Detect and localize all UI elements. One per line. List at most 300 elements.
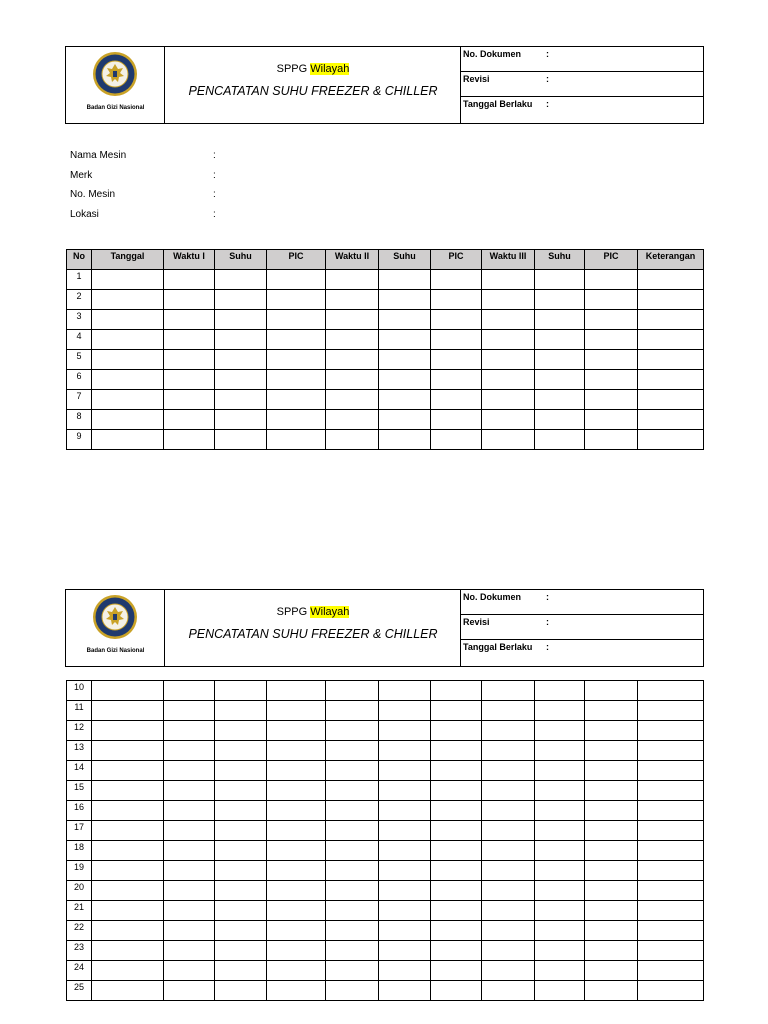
cell-pic-1[interactable] — [267, 761, 326, 781]
cell-pic-1[interactable] — [267, 861, 326, 881]
cell-suhu-1[interactable] — [215, 741, 267, 761]
cell-suhu-3[interactable] — [535, 881, 585, 901]
cell-waktu-1[interactable] — [164, 681, 215, 701]
cell-suhu-1[interactable] — [215, 310, 267, 330]
cell-suhu-3[interactable] — [535, 861, 585, 881]
cell-suhu-2[interactable] — [379, 921, 431, 941]
cell-waktu-1[interactable] — [164, 741, 215, 761]
cell-pic-1[interactable] — [267, 681, 326, 701]
cell-pic-2[interactable] — [431, 921, 482, 941]
cell-pic-1[interactable] — [267, 290, 326, 310]
cell-waktu-1[interactable] — [164, 701, 215, 721]
cell-waktu-1[interactable] — [164, 410, 215, 430]
table-row — [67, 701, 704, 721]
cell-waktu-2[interactable] — [326, 701, 379, 721]
cell-suhu-2[interactable] — [379, 290, 431, 310]
cell-waktu-3[interactable] — [482, 961, 535, 981]
cell-pic-3[interactable] — [585, 290, 638, 310]
cell-pic-2[interactable] — [431, 781, 482, 801]
cell-tanggal[interactable] — [92, 681, 164, 701]
cell-suhu-1[interactable] — [215, 901, 267, 921]
cell-pic-3[interactable] — [585, 350, 638, 370]
cell-tanggal[interactable] — [92, 901, 164, 921]
cell-waktu-2[interactable] — [326, 961, 379, 981]
cell-pic-1[interactable] — [267, 390, 326, 410]
cell-pic-3[interactable] — [585, 881, 638, 901]
cell-pic-2[interactable] — [431, 961, 482, 981]
cell-waktu-3[interactable] — [482, 841, 535, 861]
cell-suhu-2[interactable] — [379, 681, 431, 701]
cell-waktu-2[interactable] — [326, 741, 379, 761]
cell-keterangan[interactable] — [638, 290, 704, 310]
cell-pic-1[interactable] — [267, 370, 326, 390]
cell-waktu-1[interactable] — [164, 350, 215, 370]
cell-suhu-2[interactable] — [379, 821, 431, 841]
cell-pic-2[interactable] — [431, 801, 482, 821]
cell-suhu-2[interactable] — [379, 370, 431, 390]
cell-waktu-1[interactable] — [164, 370, 215, 390]
cell-waktu-1[interactable] — [164, 390, 215, 410]
cell-waktu-2[interactable] — [326, 841, 379, 861]
cell-pic-2[interactable] — [431, 330, 482, 350]
cell-waktu-3[interactable] — [482, 881, 535, 901]
cell-waktu-3[interactable] — [482, 310, 535, 330]
cell-waktu-2[interactable] — [326, 941, 379, 961]
cell-waktu-1[interactable] — [164, 801, 215, 821]
cell-pic-2[interactable] — [431, 390, 482, 410]
cell-pic-3[interactable] — [585, 270, 638, 290]
cell-keterangan[interactable] — [638, 821, 704, 841]
meta-row-tanggal-berlaku — [461, 640, 703, 665]
cell-waktu-1[interactable] — [164, 881, 215, 901]
cell-tanggal[interactable] — [92, 270, 164, 290]
cell-pic-1[interactable] — [267, 350, 326, 370]
cell-suhu-1[interactable] — [215, 370, 267, 390]
table-row — [67, 310, 704, 330]
meta-label: No. Dokumen — [463, 49, 522, 59]
cell-waktu-2[interactable] — [326, 270, 379, 290]
cell-keterangan[interactable] — [638, 370, 704, 390]
cell-suhu-2[interactable] — [379, 761, 431, 781]
cell-keterangan[interactable] — [638, 350, 704, 370]
cell-pic-3[interactable] — [585, 370, 638, 390]
cell-waktu-1[interactable] — [164, 290, 215, 310]
cell-keterangan[interactable] — [638, 741, 704, 761]
cell-pic-2[interactable] — [431, 701, 482, 721]
cell-suhu-3[interactable] — [535, 761, 585, 781]
cell-pic-2[interactable] — [431, 761, 482, 781]
cell-waktu-3[interactable] — [482, 701, 535, 721]
cell-suhu-3[interactable] — [535, 721, 585, 741]
cell-pic-2[interactable] — [431, 721, 482, 741]
cell-waktu-1[interactable] — [164, 781, 215, 801]
cell-pic-1[interactable] — [267, 921, 326, 941]
cell-waktu-2[interactable] — [326, 390, 379, 410]
row-number: 1 — [67, 270, 92, 290]
cell-keterangan[interactable] — [638, 881, 704, 901]
cell-waktu-1[interactable] — [164, 270, 215, 290]
cell-pic-1[interactable] — [267, 741, 326, 761]
cell-waktu-1[interactable] — [164, 330, 215, 350]
cell-suhu-3[interactable] — [535, 781, 585, 801]
cell-suhu-3[interactable] — [535, 410, 585, 430]
meta-colon: : — [546, 642, 549, 652]
cell-suhu-2[interactable] — [379, 841, 431, 861]
cell-suhu-2[interactable] — [379, 881, 431, 901]
cell-keterangan[interactable] — [638, 801, 704, 821]
cell-waktu-2[interactable] — [326, 350, 379, 370]
cell-suhu-1[interactable] — [215, 981, 267, 1001]
cell-suhu-3[interactable] — [535, 430, 585, 450]
cell-suhu-2[interactable] — [379, 701, 431, 721]
cell-pic-3[interactable] — [585, 921, 638, 941]
cell-pic-1[interactable] — [267, 781, 326, 801]
cell-suhu-1[interactable] — [215, 270, 267, 290]
cell-pic-3[interactable] — [585, 410, 638, 430]
cell-suhu-3[interactable] — [535, 310, 585, 330]
cell-waktu-3[interactable] — [482, 801, 535, 821]
cell-waktu-2[interactable] — [326, 761, 379, 781]
cell-waktu-1[interactable] — [164, 761, 215, 781]
cell-tanggal[interactable] — [92, 410, 164, 430]
cell-tanggal[interactable] — [92, 981, 164, 1001]
cell-suhu-2[interactable] — [379, 390, 431, 410]
cell-waktu-2[interactable] — [326, 290, 379, 310]
cell-suhu-1[interactable] — [215, 430, 267, 450]
cell-waktu-3[interactable] — [482, 721, 535, 741]
cell-pic-2[interactable] — [431, 981, 482, 1001]
meta-colon: : — [546, 74, 549, 84]
cell-pic-2[interactable] — [431, 430, 482, 450]
cell-tanggal[interactable] — [92, 370, 164, 390]
cell-suhu-2[interactable] — [379, 310, 431, 330]
cell-pic-2[interactable] — [431, 681, 482, 701]
cell-pic-1[interactable] — [267, 901, 326, 921]
cell-pic-3[interactable] — [585, 841, 638, 861]
cell-suhu-3[interactable] — [535, 741, 585, 761]
cell-tanggal[interactable] — [92, 741, 164, 761]
meta-cell — [461, 590, 703, 666]
cell-tanggal[interactable] — [92, 430, 164, 450]
cell-waktu-2[interactable] — [326, 410, 379, 430]
cell-keterangan[interactable] — [638, 310, 704, 330]
cell-pic-3[interactable] — [585, 981, 638, 1001]
cell-tanggal[interactable] — [92, 390, 164, 410]
cell-suhu-2[interactable] — [379, 781, 431, 801]
cell-waktu-2[interactable] — [326, 881, 379, 901]
cell-waktu-1[interactable] — [164, 941, 215, 961]
cell-pic-1[interactable] — [267, 821, 326, 841]
cell-tanggal[interactable] — [92, 861, 164, 881]
cell-keterangan[interactable] — [638, 701, 704, 721]
cell-pic-3[interactable] — [585, 901, 638, 921]
cell-pic-1[interactable] — [267, 801, 326, 821]
cell-suhu-1[interactable] — [215, 390, 267, 410]
cell-suhu-1[interactable] — [215, 701, 267, 721]
cell-tanggal[interactable] — [92, 881, 164, 901]
cell-pic-3[interactable] — [585, 310, 638, 330]
cell-suhu-2[interactable] — [379, 801, 431, 821]
cell-pic-1[interactable] — [267, 941, 326, 961]
cell-keterangan[interactable] — [638, 410, 704, 430]
cell-waktu-3[interactable] — [482, 821, 535, 841]
cell-tanggal[interactable] — [92, 801, 164, 821]
cell-suhu-1[interactable] — [215, 781, 267, 801]
cell-keterangan[interactable] — [638, 961, 704, 981]
cell-waktu-3[interactable] — [482, 290, 535, 310]
cell-pic-1[interactable] — [267, 701, 326, 721]
sppg-line — [165, 63, 461, 75]
meta-label: Tanggal Berlaku — [463, 642, 533, 652]
cell-waktu-2[interactable] — [326, 330, 379, 350]
cell-pic-3[interactable] — [585, 390, 638, 410]
cell-suhu-1[interactable] — [215, 721, 267, 741]
cell-keterangan[interactable] — [638, 941, 704, 961]
cell-suhu-3[interactable] — [535, 981, 585, 1001]
cell-keterangan[interactable] — [638, 330, 704, 350]
cell-pic-1[interactable] — [267, 330, 326, 350]
cell-pic-2[interactable] — [431, 741, 482, 761]
cell-keterangan[interactable] — [638, 981, 704, 1001]
cell-suhu-3[interactable] — [535, 681, 585, 701]
cell-suhu-3[interactable] — [535, 350, 585, 370]
cell-pic-1[interactable] — [267, 410, 326, 430]
cell-waktu-3[interactable] — [482, 741, 535, 761]
cell-pic-3[interactable] — [585, 741, 638, 761]
cell-suhu-2[interactable] — [379, 430, 431, 450]
cell-waktu-3[interactable] — [482, 430, 535, 450]
cell-suhu-3[interactable] — [535, 841, 585, 861]
cell-waktu-2[interactable] — [326, 981, 379, 1001]
cell-tanggal[interactable] — [92, 921, 164, 941]
table-row — [67, 841, 704, 861]
cell-waktu-1[interactable] — [164, 310, 215, 330]
cell-keterangan[interactable] — [638, 270, 704, 290]
cell-tanggal[interactable] — [92, 961, 164, 981]
cell-suhu-2[interactable] — [379, 861, 431, 881]
cell-waktu-1[interactable] — [164, 721, 215, 741]
cell-tanggal[interactable] — [92, 290, 164, 310]
cell-pic-2[interactable] — [431, 861, 482, 881]
cell-tanggal[interactable] — [92, 761, 164, 781]
cell-waktu-2[interactable] — [326, 781, 379, 801]
cell-pic-2[interactable] — [431, 410, 482, 430]
cell-waktu-1[interactable] — [164, 821, 215, 841]
cell-suhu-1[interactable] — [215, 821, 267, 841]
cell-tanggal[interactable] — [92, 821, 164, 841]
cell-waktu-2[interactable] — [326, 310, 379, 330]
cell-suhu-1[interactable] — [215, 841, 267, 861]
cell-pic-3[interactable] — [585, 721, 638, 741]
cell-pic-2[interactable] — [431, 370, 482, 390]
cell-suhu-3[interactable] — [535, 390, 585, 410]
cell-suhu-2[interactable] — [379, 941, 431, 961]
cell-suhu-1[interactable] — [215, 350, 267, 370]
cell-pic-2[interactable] — [431, 941, 482, 961]
cell-suhu-2[interactable] — [379, 961, 431, 981]
cell-waktu-2[interactable] — [326, 821, 379, 841]
cell-suhu-3[interactable] — [535, 270, 585, 290]
cell-waktu-2[interactable] — [326, 721, 379, 741]
cell-waktu-3[interactable] — [482, 761, 535, 781]
cell-waktu-3[interactable] — [482, 370, 535, 390]
header-col-keterangan: Keterangan — [638, 250, 704, 270]
cell-pic-1[interactable] — [267, 981, 326, 1001]
cell-suhu-3[interactable] — [535, 961, 585, 981]
cell-pic-1[interactable] — [267, 961, 326, 981]
cell-pic-2[interactable] — [431, 841, 482, 861]
row-number: 16 — [67, 801, 92, 821]
cell-suhu-3[interactable] — [535, 901, 585, 921]
cell-pic-2[interactable] — [431, 290, 482, 310]
cell-tanggal[interactable] — [92, 310, 164, 330]
cell-tanggal[interactable] — [92, 721, 164, 741]
cell-suhu-3[interactable] — [535, 701, 585, 721]
cell-waktu-3[interactable] — [482, 330, 535, 350]
table-row — [67, 921, 704, 941]
cell-keterangan[interactable] — [638, 721, 704, 741]
cell-pic-2[interactable] — [431, 270, 482, 290]
cell-waktu-1[interactable] — [164, 841, 215, 861]
cell-suhu-3[interactable] — [535, 290, 585, 310]
cell-pic-3[interactable] — [585, 961, 638, 981]
cell-suhu-3[interactable] — [535, 821, 585, 841]
meta-colon: : — [546, 49, 549, 59]
cell-suhu-1[interactable] — [215, 861, 267, 881]
cell-waktu-3[interactable] — [482, 681, 535, 701]
cell-suhu-1[interactable] — [215, 410, 267, 430]
cell-pic-3[interactable] — [585, 701, 638, 721]
cell-waktu-2[interactable] — [326, 430, 379, 450]
cell-keterangan[interactable] — [638, 901, 704, 921]
info-label-lokasi: Lokasi — [70, 209, 99, 220]
cell-suhu-3[interactable] — [535, 801, 585, 821]
cell-pic-1[interactable] — [267, 430, 326, 450]
cell-waktu-1[interactable] — [164, 961, 215, 981]
cell-suhu-2[interactable] — [379, 901, 431, 921]
cell-tanggal[interactable] — [92, 941, 164, 961]
cell-keterangan[interactable] — [638, 430, 704, 450]
cell-keterangan[interactable] — [638, 841, 704, 861]
cell-waktu-3[interactable] — [482, 941, 535, 961]
info-colon: : — [213, 189, 216, 200]
cell-suhu-1[interactable] — [215, 290, 267, 310]
temperature-log-table-2 — [66, 680, 704, 1001]
cell-suhu-1[interactable] — [215, 941, 267, 961]
cell-waktu-3[interactable] — [482, 901, 535, 921]
cell-keterangan[interactable] — [638, 921, 704, 941]
cell-keterangan[interactable] — [638, 781, 704, 801]
cell-pic-1[interactable] — [267, 310, 326, 330]
cell-waktu-2[interactable] — [326, 861, 379, 881]
cell-waktu-2[interactable] — [326, 901, 379, 921]
cell-pic-3[interactable] — [585, 801, 638, 821]
cell-keterangan[interactable] — [638, 681, 704, 701]
cell-pic-3[interactable] — [585, 861, 638, 881]
cell-waktu-1[interactable] — [164, 901, 215, 921]
cell-pic-2[interactable] — [431, 901, 482, 921]
cell-waktu-3[interactable] — [482, 781, 535, 801]
cell-suhu-2[interactable] — [379, 981, 431, 1001]
cell-pic-3[interactable] — [585, 430, 638, 450]
cell-waktu-3[interactable] — [482, 410, 535, 430]
cell-suhu-2[interactable] — [379, 330, 431, 350]
cell-pic-3[interactable] — [585, 941, 638, 961]
cell-pic-3[interactable] — [585, 761, 638, 781]
cell-suhu-3[interactable] — [535, 941, 585, 961]
table-row — [67, 721, 704, 741]
cell-suhu-2[interactable] — [379, 350, 431, 370]
cell-pic-2[interactable] — [431, 821, 482, 841]
cell-waktu-2[interactable] — [326, 681, 379, 701]
row-number: 24 — [67, 961, 92, 981]
cell-suhu-1[interactable] — [215, 761, 267, 781]
sppg-prefix: SPPG — [276, 63, 308, 75]
cell-waktu-1[interactable] — [164, 921, 215, 941]
table-row — [67, 330, 704, 350]
cell-pic-2[interactable] — [431, 350, 482, 370]
cell-keterangan[interactable] — [638, 390, 704, 410]
cell-pic-2[interactable] — [431, 881, 482, 901]
cell-tanggal[interactable] — [92, 350, 164, 370]
cell-keterangan[interactable] — [638, 761, 704, 781]
cell-pic-2[interactable] — [431, 310, 482, 330]
cell-suhu-2[interactable] — [379, 270, 431, 290]
cell-pic-3[interactable] — [585, 821, 638, 841]
cell-suhu-1[interactable] — [215, 881, 267, 901]
cell-pic-1[interactable] — [267, 881, 326, 901]
info-label-merk: Merk — [70, 170, 93, 181]
cell-pic-1[interactable] — [267, 841, 326, 861]
meta-label: Revisi — [463, 74, 490, 84]
cell-waktu-1[interactable] — [164, 861, 215, 881]
cell-waktu-1[interactable] — [164, 430, 215, 450]
cell-suhu-1[interactable] — [215, 921, 267, 941]
cell-waktu-3[interactable] — [482, 861, 535, 881]
cell-tanggal[interactable] — [92, 701, 164, 721]
cell-suhu-2[interactable] — [379, 721, 431, 741]
cell-waktu-3[interactable] — [482, 981, 535, 1001]
cell-suhu-3[interactable] — [535, 330, 585, 350]
cell-suhu-1[interactable] — [215, 801, 267, 821]
cell-suhu-3[interactable] — [535, 921, 585, 941]
cell-waktu-3[interactable] — [482, 390, 535, 410]
cell-suhu-3[interactable] — [535, 370, 585, 390]
cell-suhu-2[interactable] — [379, 410, 431, 430]
cell-tanggal[interactable] — [92, 781, 164, 801]
cell-pic-3[interactable] — [585, 681, 638, 701]
cell-waktu-3[interactable] — [482, 921, 535, 941]
cell-pic-3[interactable] — [585, 330, 638, 350]
cell-suhu-1[interactable] — [215, 961, 267, 981]
cell-suhu-1[interactable] — [215, 681, 267, 701]
cell-waktu-3[interactable] — [482, 350, 535, 370]
cell-pic-1[interactable] — [267, 270, 326, 290]
cell-waktu-3[interactable] — [482, 270, 535, 290]
cell-waktu-1[interactable] — [164, 981, 215, 1001]
cell-suhu-2[interactable] — [379, 741, 431, 761]
cell-tanggal[interactable] — [92, 330, 164, 350]
cell-pic-1[interactable] — [267, 721, 326, 741]
cell-suhu-1[interactable] — [215, 330, 267, 350]
cell-waktu-2[interactable] — [326, 370, 379, 390]
cell-tanggal[interactable] — [92, 841, 164, 861]
cell-waktu-2[interactable] — [326, 921, 379, 941]
cell-waktu-2[interactable] — [326, 801, 379, 821]
cell-pic-3[interactable] — [585, 781, 638, 801]
org-name: Badan Gizi Nasional — [86, 648, 145, 654]
cell-keterangan[interactable] — [638, 861, 704, 881]
